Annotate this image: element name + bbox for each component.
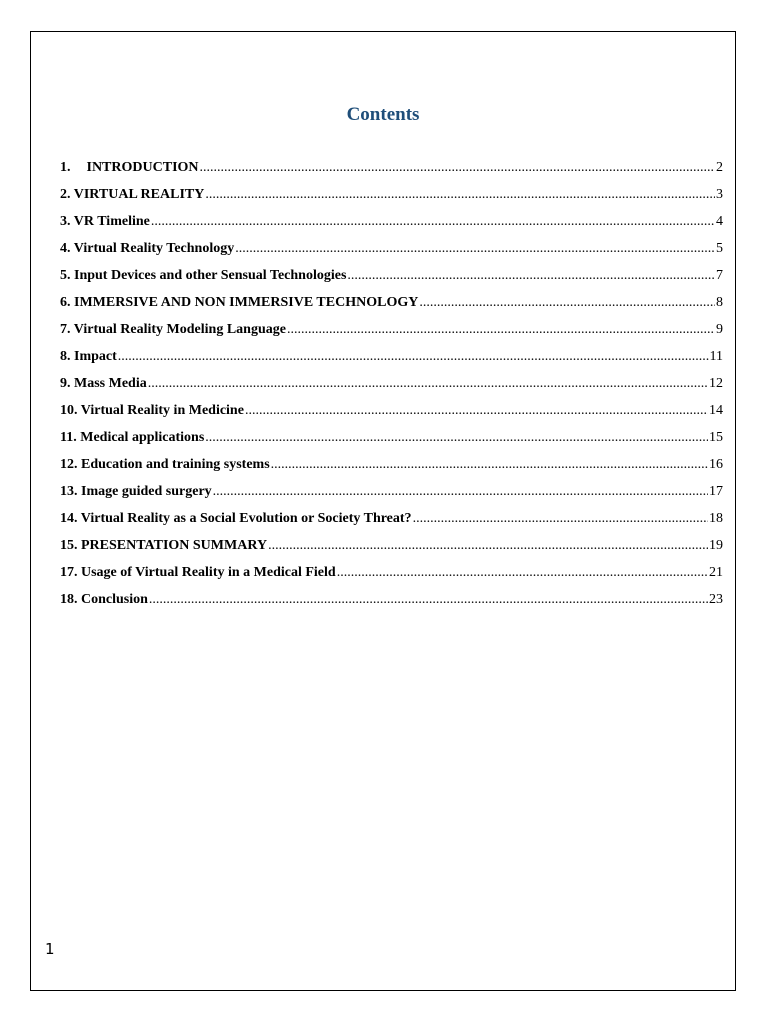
toc-entry[interactable] — [60, 158, 723, 185]
toc-entry-number: 9. — [60, 376, 71, 391]
toc-entry-label — [60, 320, 286, 340]
toc-entry[interactable] — [60, 590, 723, 617]
toc-entry-label — [60, 428, 204, 448]
toc-entry[interactable] — [60, 428, 723, 455]
toc-entry-title: Virtual Reality as a Social Evolution or Society Threat? — [80, 511, 412, 526]
toc-entry-number: 1. — [60, 160, 71, 175]
toc-entry-title: Input Devices and other Sensual Technologies — [74, 268, 347, 283]
toc-entry-number: 10. — [60, 403, 78, 418]
toc-entry-number: 3. — [60, 214, 71, 229]
toc-entry-page: 4 — [716, 214, 723, 229]
dot-leader — [118, 347, 709, 367]
toc-entry-page: 12 — [709, 376, 723, 391]
page-number: 1 — [45, 940, 55, 958]
dot-leader — [245, 401, 708, 421]
dot-leader — [205, 428, 708, 448]
toc-entry-page: 3 — [716, 187, 723, 202]
toc-entry-label — [60, 185, 204, 205]
toc-entry-title: INTRODUCTION — [86, 160, 199, 175]
toc-entry[interactable] — [60, 509, 723, 536]
dot-leader — [148, 374, 708, 394]
toc-entry-page: 17 — [709, 484, 723, 499]
toc-entry-label — [60, 536, 267, 556]
toc-entry-label — [60, 455, 270, 475]
toc-entry-page: 14 — [709, 403, 723, 418]
toc-entry-page: 5 — [716, 241, 723, 256]
toc-entry-number: 14. — [60, 511, 78, 526]
toc-entry-title: IMMERSIVE AND NON IMMERSIVE TECHNOLOGY — [74, 295, 419, 310]
toc-entry-title: Usage of Virtual Reality in a Medical Field — [81, 565, 336, 580]
toc-entry-number: 18. — [60, 592, 78, 607]
dot-leader — [149, 590, 708, 610]
toc-entry-title: VR Timeline — [73, 214, 150, 229]
dot-leader — [151, 212, 715, 232]
toc-entry-label — [60, 158, 199, 178]
toc-entry[interactable] — [60, 347, 723, 374]
toc-entry-title: Mass Media — [74, 376, 147, 391]
toc-entry-page: 21 — [709, 565, 723, 580]
toc-entry-title: Education and training systems — [81, 457, 270, 472]
toc-entry-title: VIRTUAL REALITY — [73, 187, 205, 202]
toc-entry-label — [60, 266, 346, 286]
dot-leader — [268, 536, 708, 556]
toc-entry-page: 19 — [709, 538, 723, 553]
dot-leader — [419, 293, 715, 313]
dot-leader — [337, 563, 708, 583]
toc-entry[interactable] — [60, 320, 723, 347]
toc-entry-number: 12. — [60, 457, 78, 472]
dot-leader — [235, 239, 715, 259]
toc-entry-title: Medical applications — [80, 430, 205, 445]
toc-entry-page: 15 — [709, 430, 723, 445]
toc-entry-number: 5. — [60, 268, 71, 283]
toc-entry-page: 18 — [709, 511, 723, 526]
document-page — [30, 31, 736, 991]
toc-entry[interactable] — [60, 455, 723, 482]
dot-leader — [347, 266, 715, 286]
toc-entry-page: 23 — [709, 592, 723, 607]
toc-entry-page: 2 — [716, 160, 723, 175]
toc-entry-label — [60, 347, 117, 367]
table-of-contents — [60, 158, 723, 617]
toc-entry-label — [60, 509, 412, 529]
toc-entry-label — [60, 239, 234, 259]
toc-entry[interactable] — [60, 293, 723, 320]
toc-entry-title: Conclusion — [81, 592, 148, 607]
toc-entry-number: 8. — [60, 349, 71, 364]
toc-entry[interactable] — [60, 482, 723, 509]
dot-leader — [287, 320, 715, 340]
toc-entry[interactable] — [60, 563, 723, 590]
dot-leader — [200, 158, 715, 178]
toc-entry-page: 9 — [716, 322, 723, 337]
toc-entry-number: 7. — [60, 322, 71, 337]
toc-heading: Contents — [346, 104, 420, 125]
toc-entry-number: 6. — [60, 295, 71, 310]
toc-entry-label — [60, 482, 212, 502]
toc-entry-title: Virtual Reality in Medicine — [80, 403, 244, 418]
toc-entry-label — [60, 563, 336, 583]
dot-leader — [413, 509, 708, 529]
toc-entry[interactable] — [60, 185, 723, 212]
toc-entry-number: 13. — [60, 484, 78, 499]
toc-entry-number: 11. — [60, 430, 77, 445]
toc-entry-title: Impact — [74, 349, 117, 364]
toc-entry-number: 4. — [60, 241, 71, 256]
toc-entry-title: Image guided surgery — [81, 484, 212, 499]
dot-leader — [205, 185, 715, 205]
toc-entry-page: 16 — [709, 457, 723, 472]
toc-entry-number: 2. — [60, 187, 71, 202]
toc-entry-label — [60, 212, 150, 232]
toc-entry-title: Virtual Reality Modeling Language — [73, 322, 286, 337]
toc-entry-label — [60, 374, 147, 394]
toc-entry-title: Virtual Reality Technology — [73, 241, 235, 256]
toc-entry[interactable] — [60, 374, 723, 401]
toc-entry-number: 15. — [60, 538, 78, 553]
toc-entry[interactable] — [60, 401, 723, 428]
toc-entry[interactable] — [60, 266, 723, 293]
toc-entry-page: 11 — [709, 349, 723, 364]
toc-entry-label — [60, 590, 148, 610]
toc-entry-label — [60, 401, 244, 421]
dot-leader — [213, 482, 708, 502]
toc-entry-page: 7 — [716, 268, 723, 283]
toc-entry[interactable] — [60, 239, 723, 266]
toc-entry-page: 8 — [716, 295, 723, 310]
toc-entry-label — [60, 293, 418, 313]
dot-leader — [271, 455, 708, 475]
toc-entry-number: 17. — [60, 565, 78, 580]
toc-entry[interactable] — [60, 536, 723, 563]
toc-entry-title: PRESENTATION SUMMARY — [81, 538, 268, 553]
toc-entry[interactable] — [60, 212, 723, 239]
